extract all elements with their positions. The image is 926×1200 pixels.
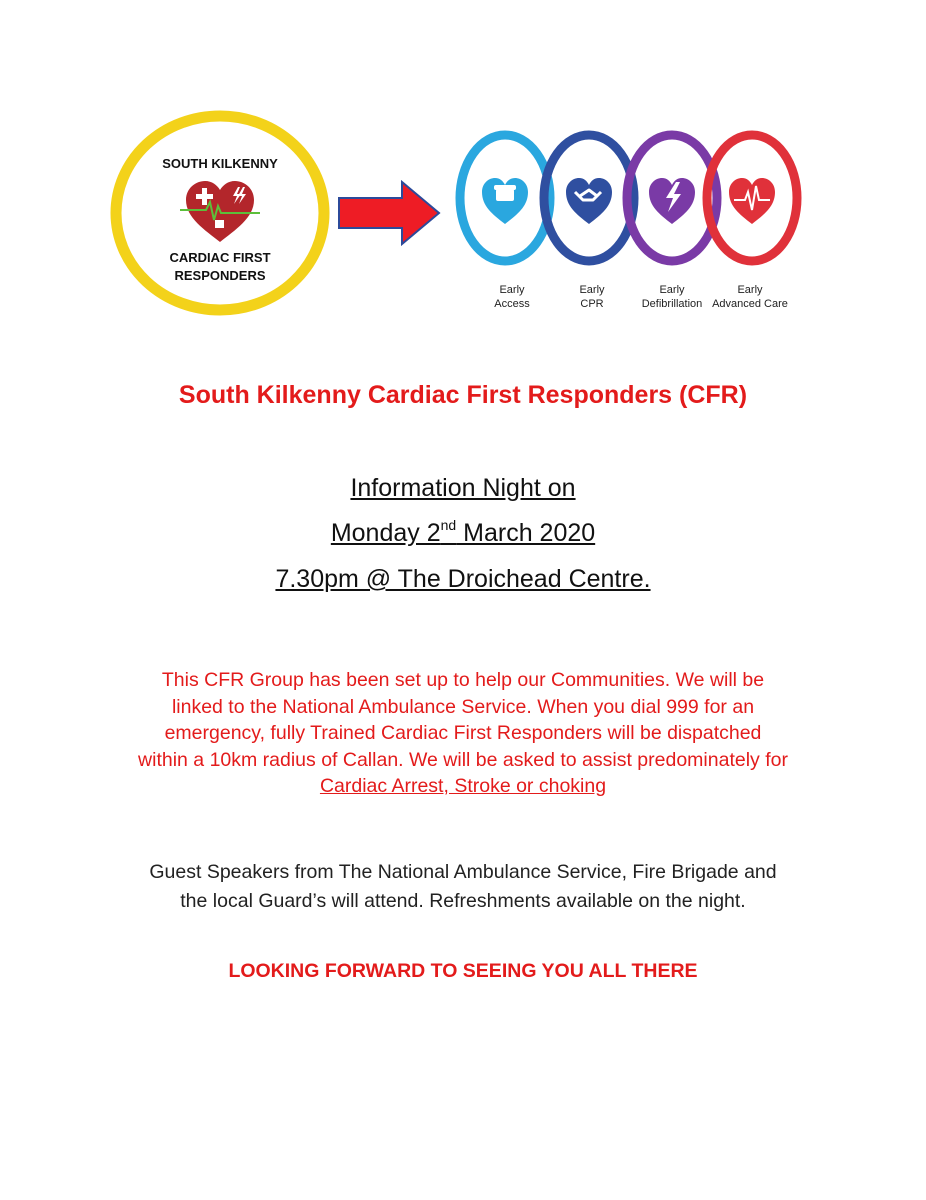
chain-label-line2: Advanced Care (712, 298, 788, 310)
event-date: Monday 2nd March 2020 (330, 516, 596, 547)
right-arrow-icon (336, 180, 442, 246)
description-line: emergency, fully Trained Cardiac First Responders will be dispatched (164, 722, 762, 744)
info-line-1 (0, 474, 926, 503)
info-line-2 (0, 516, 926, 548)
chain-label-line1: Early (737, 284, 763, 296)
description-line: linked to the National Ambulance Service. When you dial 999 for an (171, 695, 755, 718)
logo-top-text: SOUTH KILKENNY (162, 156, 278, 171)
chain-label-line2: Defibrillation (641, 298, 703, 310)
cfr-logo-badge (110, 110, 330, 316)
chain-link-early-advanced-care (707, 135, 797, 310)
chain-link-early-defibrillation (627, 135, 717, 310)
description-line: within a 10km radius of Callan. We will be asked to assist predominately for (138, 748, 788, 771)
event-time-venue: 7.30pm @ The Droichead Centre. (275, 565, 651, 593)
chain-label-line1: Early (659, 284, 685, 296)
info-line-3 (0, 565, 926, 594)
description-paragraph (0, 667, 926, 800)
closing-message: LOOKING FORWARD TO SEEING YOU ALL THERE (228, 960, 698, 982)
chain-label-line2: Access (494, 298, 530, 310)
telephone-icon (494, 185, 516, 201)
conditions-underlined: Cardiac Arrest, Stroke or choking (319, 775, 607, 797)
guests-line: Guest Speakers from The National Ambulance Service, Fire Brigade and (149, 861, 777, 883)
chain-of-survival (452, 128, 807, 320)
chain-label-line2: CPR (580, 298, 604, 310)
page-title: South Kilkenny Cardiac First Responders (CFR) (178, 381, 748, 409)
cfr-logo (110, 110, 330, 316)
chain-link-early-cpr (544, 135, 634, 310)
description-line: This CFR Group has been set up to help our Communities. We will be (161, 669, 765, 691)
info-title: Information Night on (350, 474, 576, 502)
chain-link-early-access (460, 135, 550, 310)
chain-label-line1: Early (499, 284, 525, 296)
logo-bottom-line1: CARDIAC FIRST (169, 250, 271, 265)
guests-line: the local Guard’s will attend. Refreshments available on the night. (180, 890, 746, 912)
guests-paragraph (0, 858, 926, 916)
chain-label-line1: Early (579, 284, 605, 296)
logo-bottom-line2: RESPONDERS (174, 268, 266, 283)
